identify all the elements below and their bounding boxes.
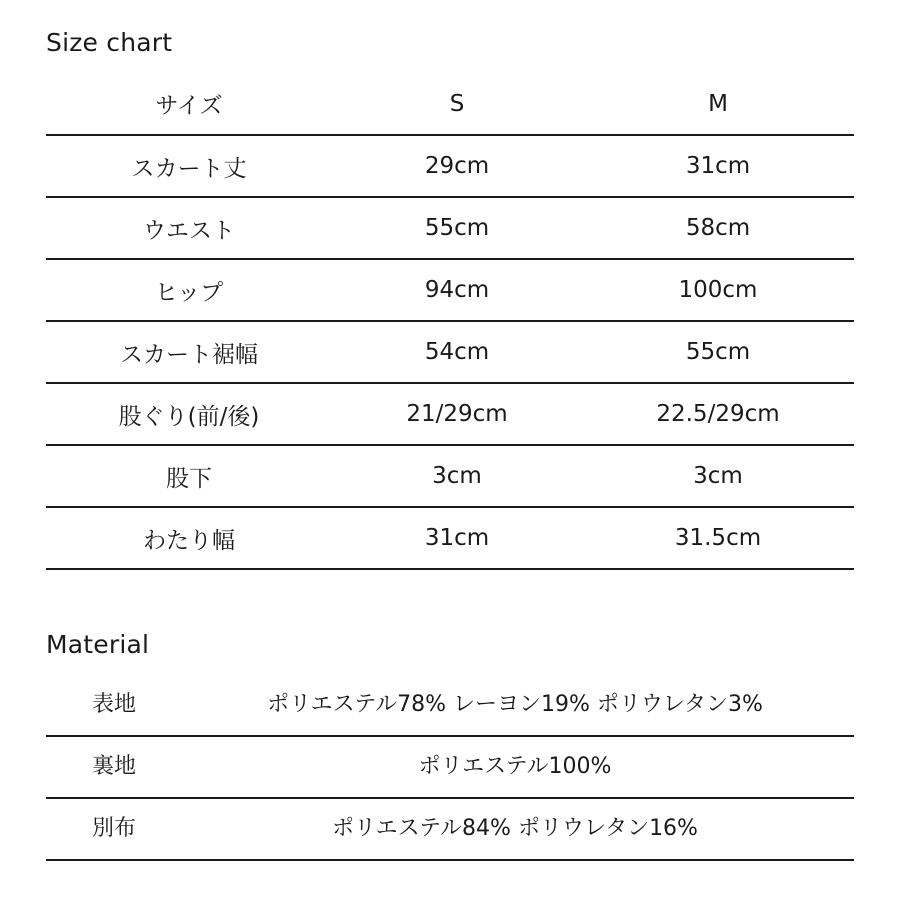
header-size-label: サイズ — [155, 93, 223, 119]
size-m-value: 31cm — [685, 153, 751, 179]
material-table — [46, 675, 854, 861]
size-chart-title: Size chart — [46, 28, 173, 57]
material-row — [46, 737, 854, 799]
measurement-label: わたり幅 — [143, 527, 235, 554]
material-row — [46, 675, 854, 737]
material-composition: ポリエステル100% — [418, 754, 612, 779]
material-part-label: 裏地 — [92, 754, 137, 779]
size-table-row — [46, 198, 854, 260]
measurement-label: 股ぐり(前/後) — [118, 403, 260, 430]
header-size-s: S — [449, 90, 465, 117]
measurement-label: スカート丈 — [131, 155, 247, 182]
size-m-value: 58cm — [685, 215, 751, 241]
size-m-value: 22.5/29cm — [656, 401, 780, 427]
material-composition: ポリエステル84% ポリウレタン16% — [332, 816, 698, 841]
measurement-label: ウエスト — [143, 217, 235, 244]
size-m-value: 3cm — [693, 463, 743, 489]
size-table-row — [46, 446, 854, 508]
size-s-value: 3cm — [432, 463, 482, 489]
size-s-value: 94cm — [424, 277, 490, 303]
measurement-label: 股下 — [166, 465, 212, 492]
size-chart-table — [46, 73, 854, 570]
material-composition: ポリエステル78% レーヨン19% ポリウレタン3% — [267, 692, 763, 717]
measurement-label: ヒップ — [154, 279, 224, 306]
size-table-row — [46, 260, 854, 322]
header-size-m: M — [708, 90, 728, 117]
material-part-label: 別布 — [92, 816, 137, 841]
size-table-row — [46, 136, 854, 198]
size-s-value: 21/29cm — [406, 401, 508, 427]
size-m-value: 100cm — [678, 277, 758, 303]
material-part-label: 表地 — [92, 692, 137, 717]
size-m-value: 55cm — [685, 339, 751, 365]
material-title: Material — [46, 630, 150, 659]
measurement-label: スカート裾幅 — [120, 341, 258, 368]
size-s-value: 55cm — [424, 215, 490, 241]
size-table-header-row — [46, 73, 854, 136]
size-table-row — [46, 322, 854, 384]
material-row — [46, 799, 854, 861]
size-s-value: 54cm — [424, 339, 490, 365]
size-m-value: 31.5cm — [674, 525, 762, 551]
size-table-row — [46, 508, 854, 570]
size-s-value: 29cm — [424, 153, 490, 179]
size-s-value: 31cm — [424, 525, 490, 551]
size-table-row — [46, 384, 854, 446]
